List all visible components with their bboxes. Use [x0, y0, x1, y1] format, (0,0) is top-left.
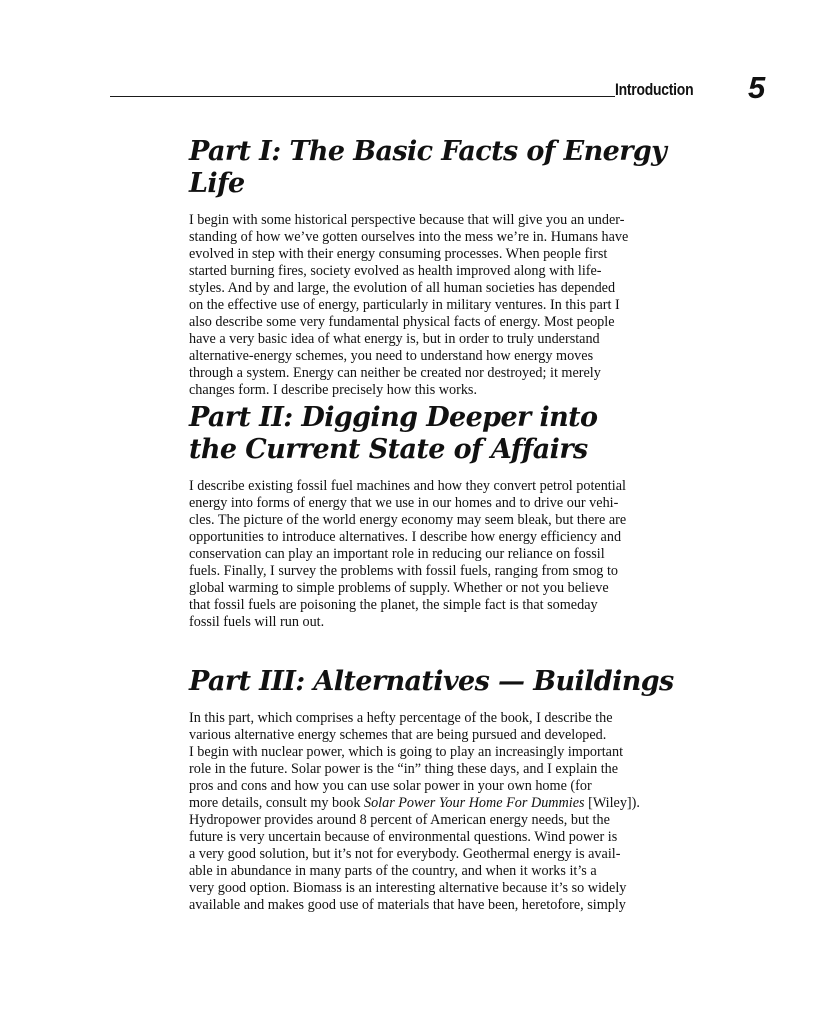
body-line: In this part, which comprises a hefty percentage of the book, I describe the [189, 710, 613, 726]
book-ref-before: more details, consult my book [189, 795, 364, 811]
section-part-2 [189, 402, 709, 631]
body-line: that fossil fuels are poisoning the planet, the simple fact is that someday [189, 597, 598, 613]
heading-line: Part II: Digging Deeper into [189, 402, 598, 433]
body-line: opportunities to introduce alternatives. I describe how energy efficiency and [189, 529, 622, 545]
body-line: able in abundance in many parts of the country, and when it works it’s a [189, 863, 597, 879]
body-line: changes form. I describe precisely how this works. [189, 382, 478, 398]
section-heading [189, 402, 709, 466]
body-line: global warming to simple problems of supply. Whether or not you believe [189, 580, 609, 596]
section-part-3 [189, 666, 709, 914]
section-body [189, 212, 709, 399]
body-line: through a system. Energy can neither be created nor destroyed; it merely [189, 365, 601, 381]
body-line: I begin with nuclear power, which is going to play an increasingly important [189, 744, 624, 760]
body-line: standing of how we’ve gotten ourselves into the mess we’re in. Humans have [189, 229, 629, 245]
body-line: styles. And by and large, the evolution of all human societies has depended [189, 280, 616, 296]
body-line: Hydropower provides around 8 percent of American energy needs, but the [189, 812, 610, 828]
body-line: on the effective use of energy, particularly in military ventures. In this part I [189, 297, 620, 313]
body-line: pros and cons and how you can use solar power in your own home (for [189, 778, 592, 794]
body-line: available and makes good use of materials that have been, heretofore, simply [189, 897, 626, 913]
body-line: cles. The picture of the world energy economy may seem bleak, but there are [189, 512, 627, 528]
body-line: future is very uncertain because of environmental questions. Wind power is [189, 829, 618, 845]
section-part-1 [189, 136, 709, 399]
book-ref-after: [Wiley]). [584, 795, 640, 811]
heading-line: the Current State of Affairs [189, 434, 588, 465]
body-line: I describe existing fossil fuel machines and how they convert petrol potential [189, 478, 626, 494]
section-heading [189, 136, 709, 200]
body-line: fuels. Finally, I survey the problems with fossil fuels, ranging from smog to [189, 563, 618, 579]
body-line: various alternative energy schemes that are being pursued and developed. [189, 727, 607, 743]
body-line: energy into forms of energy that we use in our homes and to drive our vehi- [189, 495, 619, 511]
body-line: role in the future. Solar power is the “in” thing these days, and I explain the [189, 761, 619, 777]
book-title: Solar Power Your Home For Dummies [363, 795, 585, 811]
section-body [189, 478, 709, 631]
body-line: I begin with some historical perspective because that will give you an under- [189, 212, 625, 228]
body-line-book-reference [189, 795, 709, 812]
heading-line: Part III: Alternatives — Buildings [189, 666, 674, 697]
body-line: fossil fuels will run out. [189, 614, 325, 630]
body-line: have a very basic idea of what energy is, but in order to truly understand [189, 331, 600, 347]
header-rule [110, 96, 615, 97]
body-line: a very good solution, but it’s not for everybody. Geothermal energy is avail- [189, 846, 621, 862]
body-line: alternative-energy schemes, you need to understand how energy moves [189, 348, 594, 364]
section-body [189, 710, 709, 914]
page-number: 5 [748, 70, 766, 105]
body-line: evolved in step with their energy consuming processes. When people first [189, 246, 608, 262]
body-line: conservation can play an important role in reducing our reliance on fossil [189, 546, 605, 562]
heading-line: Part I: The Basic Facts of Energy Life [189, 136, 667, 199]
body-line: very good option. Biomass is an interesting alternative because it’s so widely [189, 880, 627, 896]
body-line: started burning fires, society evolved as health improved along with life- [189, 263, 602, 279]
body-line: also describe some very fundamental physical facts of energy. Most people [189, 314, 615, 330]
running-head: Introduction [615, 80, 694, 99]
section-heading [189, 666, 709, 698]
